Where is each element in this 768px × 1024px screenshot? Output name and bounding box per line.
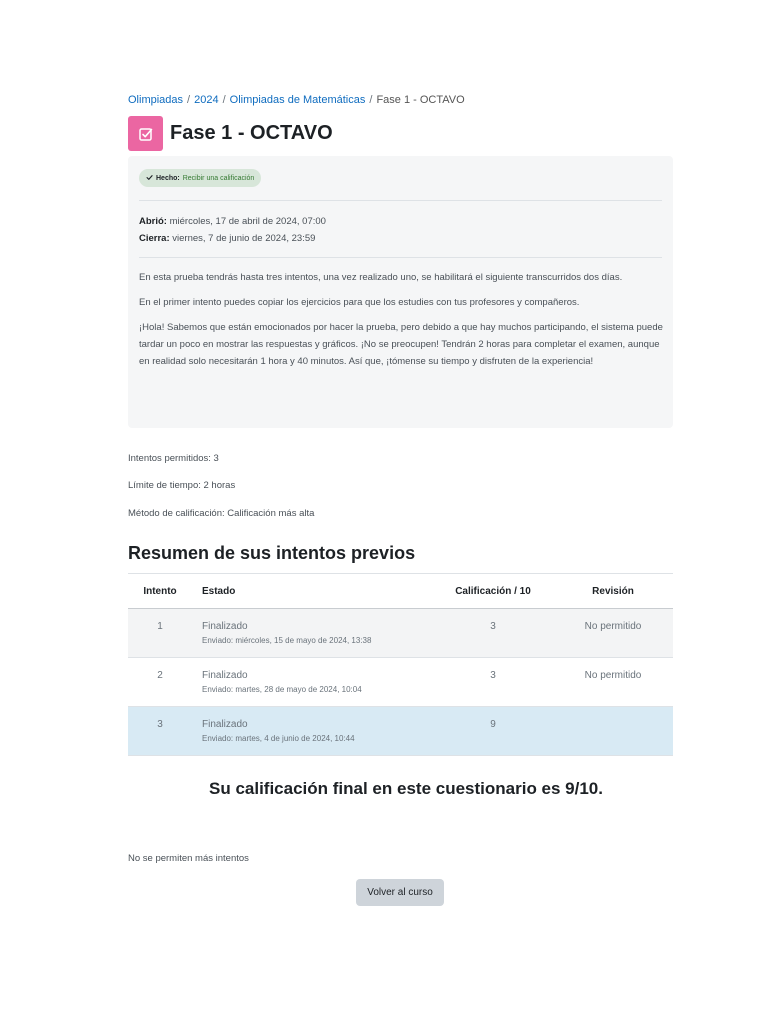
activity-dates [139, 213, 326, 247]
attempt-review [553, 707, 673, 756]
attempt-state-cell [192, 658, 433, 707]
attempt-grade: 9 [433, 707, 553, 756]
divider [139, 257, 662, 258]
closes-label: Cierra: [139, 233, 170, 244]
breadcrumb-link-olimpiadas[interactable]: Olimpiadas [128, 94, 184, 106]
no-more-attempts-notice: No se permiten más intentos [128, 853, 249, 864]
attempts-allowed: Intentos permitidos: 3 [128, 453, 219, 464]
attempt-state: Finalizado [202, 719, 248, 730]
column-header-attempt: Intento [128, 574, 192, 609]
attempt-submitted: Enviado: martes, 4 de junio de 2024, 10:44 [202, 734, 355, 743]
breadcrumb-separator: / [187, 94, 191, 106]
attempts-table [128, 573, 673, 756]
description-paragraph: En esta prueba tendrás hasta tres intentos, una vez realizado uno, se habilitará el siguiente transcurridos dos días. [139, 272, 623, 283]
attempt-state: Finalizado [202, 621, 248, 632]
attempt-review: No permitido [553, 609, 673, 658]
closes-date [139, 230, 326, 247]
completion-status-label: Hecho: [156, 174, 180, 182]
grading-method: Método de calificación: Calificación más alta [128, 508, 315, 519]
final-grade-message: Su calificación final en este cuestionario es 9/10. [209, 779, 603, 798]
attempt-state: Finalizado [202, 670, 248, 681]
time-limit: Límite de tiempo: 2 horas [128, 480, 236, 491]
activity-info-box [128, 156, 673, 428]
breadcrumb-current: Fase 1 - OCTAVO [376, 94, 465, 106]
breadcrumb-link-olimpiadas-matematicas[interactable]: Olimpiadas de Matemáticas [229, 94, 366, 106]
attempt-submitted: Enviado: miércoles, 15 de mayo de 2024, 13:38 [202, 636, 372, 645]
column-header-grade: Calificación / 10 [433, 574, 553, 609]
completion-description: Recibir una calificación [182, 174, 255, 182]
table-row-highest-grade [128, 707, 673, 756]
table-header-row [128, 574, 673, 609]
summary-heading: Resumen de sus intentos previos [128, 543, 416, 563]
quiz-icon [128, 116, 163, 151]
breadcrumb [128, 94, 465, 106]
attempt-submitted: Enviado: martes, 28 de mayo de 2024, 10:04 [202, 685, 362, 694]
column-header-state: Estado [192, 574, 433, 609]
attempt-grade: 3 [433, 609, 553, 658]
closes-value: viernes, 7 de junio de 2024, 23:59 [172, 233, 316, 244]
page-header [128, 116, 333, 151]
completion-badge [139, 169, 261, 187]
attempt-number: 1 [128, 609, 192, 658]
description-paragraph: ¡Hola! Sabemos que están emocionados por hacer la prueba, pero debido a que hay muchos participando, el sistema puede tardar un poco en mostrar las respuestas y gráficos. ¡No se preocupen! Tendrán 2 horas para completar el examen, aunque en realidad solo necesitarán 1 hora y 40 minutos. Así que, ¡tómense su tiempo y disfruten de la experiencia! [139, 322, 663, 367]
divider [139, 200, 662, 201]
back-to-course-button[interactable]: Volver al curso [356, 879, 444, 906]
page-title: Fase 1 - OCTAVO [170, 122, 333, 144]
table-row [128, 609, 673, 658]
opened-label: Abrió: [139, 216, 167, 227]
breadcrumb-separator: / [369, 94, 373, 106]
attempt-state-cell [192, 609, 433, 658]
attempt-number: 2 [128, 658, 192, 707]
check-icon [146, 174, 153, 183]
attempt-review: No permitido [553, 658, 673, 707]
attempt-number: 3 [128, 707, 192, 756]
attempt-state-cell [192, 707, 433, 756]
breadcrumb-link-2024[interactable]: 2024 [194, 94, 219, 106]
activity-description [139, 269, 663, 378]
description-paragraph: En el primer intento puedes copiar los ejercicios para que los estudies con tus profesores y compañeros. [139, 297, 580, 308]
attempt-grade: 3 [433, 658, 553, 707]
opened-value: miércoles, 17 de abril de 2024, 07:00 [169, 216, 326, 227]
opened-date [139, 213, 326, 230]
table-row [128, 658, 673, 707]
column-header-review: Revisión [553, 574, 673, 609]
breadcrumb-separator: / [222, 94, 226, 106]
